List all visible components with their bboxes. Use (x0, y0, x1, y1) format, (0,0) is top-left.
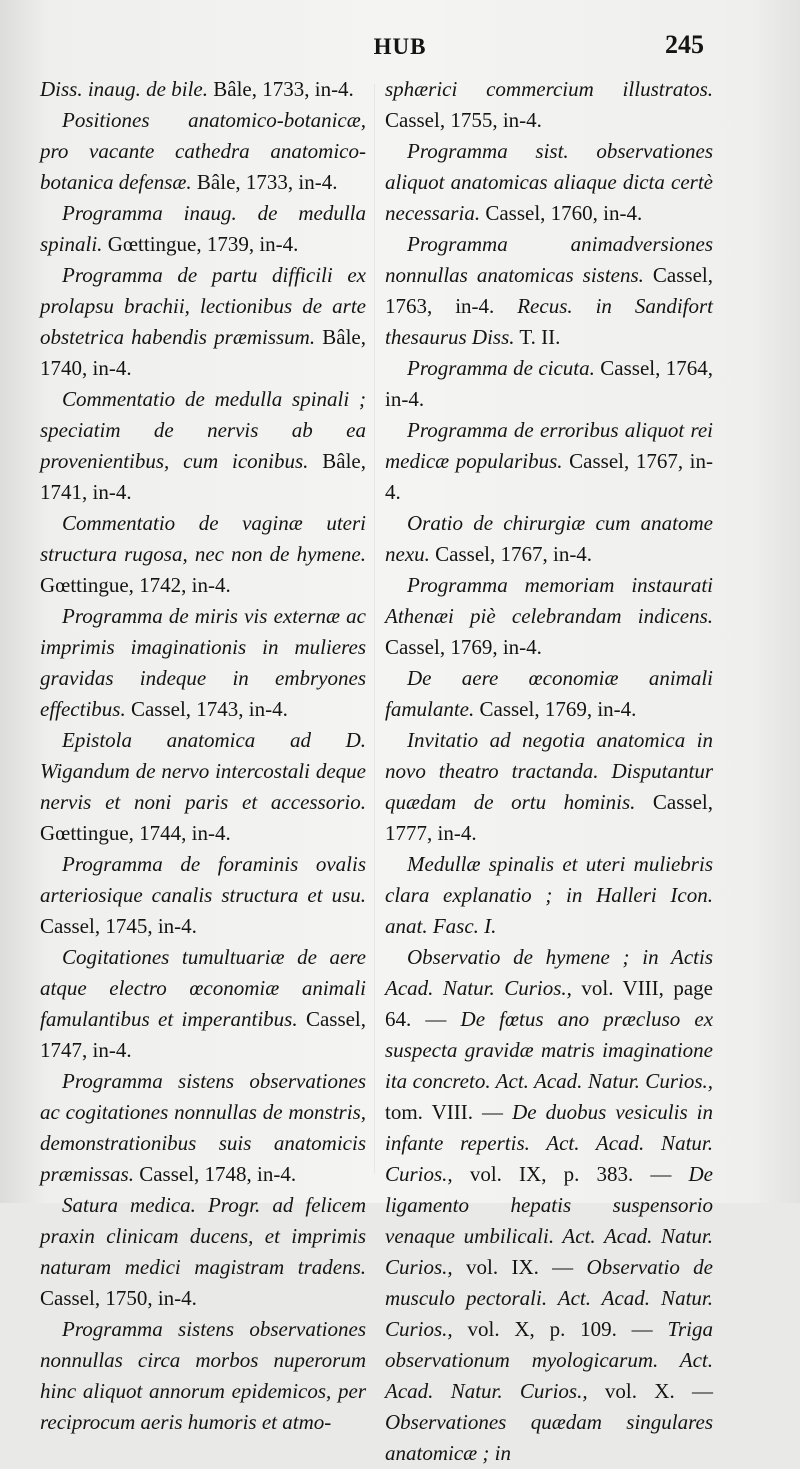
bibliography-entry: Programma sistens observationes ac cogitationes nonnullas de monstris, demonstrationibus suis anatomicis præmissas. Cassel, 1748, in-4. (40, 1069, 366, 1186)
bibliography-entry: Cogitationes tumultuariæ de aere atque electro œconomiæ animali famulantibus et imperantibus. Cassel, 1747, in-4. (40, 945, 367, 1062)
bibliography-entry: Epistola anatomica ad D. Wigandum de nervo intercostali deque nervis et noni paris et accessorio. Gœttingue, 1744, in-4. (40, 728, 366, 845)
bibliography-entry: Observatio de hymene ; in Actis Acad. Natur. Curios., vol. VIII, page 64. — De fœtus ano præcluso ex suspecta gravidæ matris imaginatione ita concreto. Act. Acad. Natur. Curios., tom. VIII. — De duobus vesiculis in infante repertis. Act. Acad. Natur. Curios., vol. IX, p. 383. — De ligamento hepatis suspensorio venaque umbilicali. Act. Acad. Natur. Curios., vol. IX. — Observatio de musculo pectorali. Act. Acad. Natur. Curios., vol. X, p. 109. — Triga observationum myologicarum. Act. Acad. Natur. Curios., vol. X. — Observationes quædam singulares anatomicæ ; in (385, 945, 714, 1465)
page-header (0, 30, 800, 68)
running-head: HUB (373, 34, 427, 59)
left-column (40, 74, 366, 1438)
bibliography-entry: Programma sistens observationes nonnullas circa morbos nuperorum hinc aliquot annorum epidemicos, per reciprocum aeris humoris et atmo- (40, 1317, 366, 1434)
bibliography-entry: Programma de erroribus aliquot rei medicæ popularibus. Cassel, 1767, in-4. (385, 418, 714, 504)
column-divider (374, 84, 375, 1174)
bibliography-entry: Diss. inaug. de bile. Bâle, 1733, in-4. (40, 77, 354, 101)
bibliography-entry: Programma animadversiones nonnullas anatomicas sistens. Cassel, 1763, in-4. Recus. in Sandifort thesaurus Diss. T. II. (385, 232, 714, 349)
bibliography-entry: Oratio de chirurgiæ cum anatome nexu. Cassel, 1767, in-4. (385, 511, 713, 566)
bibliography-entry: Commentatio de medulla spinali ; speciatim de nervis ab ea provenientibus, cum iconibus. Bâle, 1741, in-4. (40, 387, 366, 504)
bibliography-entry: Programma sist. observationes aliquot anatomicas aliaque dicta certè necessaria. Cassel, 1760, in-4. (385, 139, 713, 225)
bibliography-entry: Programma de partu difficili ex prolapsu brachii, lectionibus de arte obstetrica habendis præmissum. Bâle, 1740, in-4. (40, 263, 366, 380)
page-number: 245 (665, 30, 704, 59)
bibliography-entry: sphærici commercium illustratos. Cassel, 1755, in-4. (385, 77, 713, 132)
bibliography-entry: De aere œconomiæ animali famulante. Cassel, 1769, in-4. (385, 666, 713, 721)
bibliography-entry: Programma de miris vis externæ ac imprimis imaginationis in mulieres gravidas indeque in embryones effectibus. Cassel, 1743, in-4. (40, 604, 366, 721)
bibliography-entry: Satura medica. Progr. ad felicem praxin clinicam ducens, et imprimis naturam medici magistram tradens. Cassel, 1750, in-4. (40, 1193, 366, 1310)
bibliography-entry: Programma de foraminis ovalis arteriosique canalis structura et usu. Cassel, 1745, in-4. (40, 852, 366, 938)
bibliography-entry: Programma inaug. de medulla spinali. Gœttingue, 1739, in-4. (40, 201, 366, 256)
bibliography-entry: Programma memoriam instaurati Athenæi piè celebrandam indicens. Cassel, 1769, in-4. (385, 573, 713, 659)
bibliography-entry: Positiones anatomico-botanicæ, pro vacante cathedra anatomico-botanica defensæ. Bâle, 1733, in-4. (40, 108, 366, 194)
bibliography-entry: Invitatio ad negotia anatomica in novo theatro tractanda. Disputantur quædam de ortu hominis. Cassel, 1777, in-4. (385, 728, 713, 845)
bibliography-entry: Programma de cicuta. Cassel, 1764, in-4. (385, 356, 713, 411)
bibliography-entry: Medullæ spinalis et uteri muliebris clara explanatio ; in Halleri Icon. anat. Fasc. I. (385, 852, 713, 938)
bibliography-entry: Commentatio de vaginæ uteri structura rugosa, nec non de hymene. Gœttingue, 1742, in-4. (40, 511, 366, 597)
right-column (385, 74, 713, 1469)
